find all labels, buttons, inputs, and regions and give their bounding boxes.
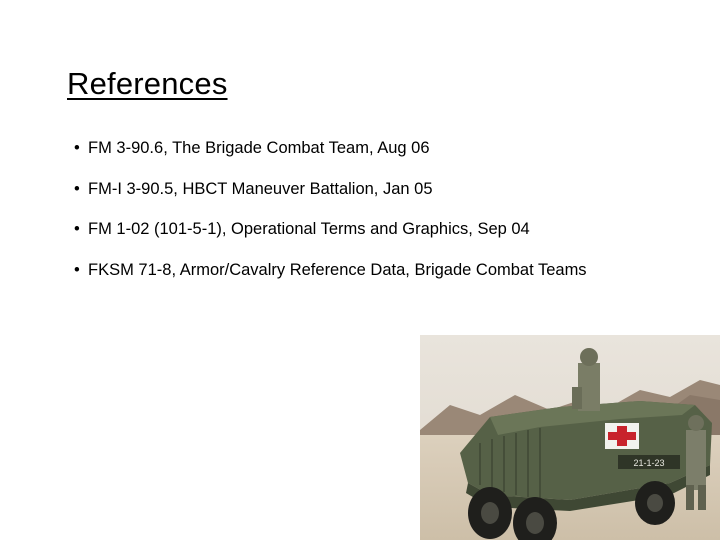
reference-item <box>74 179 587 199</box>
vehicle-marking: 21-1-23 <box>633 458 665 468</box>
stryker-vehicle-photo <box>420 335 720 540</box>
bullet: • <box>74 220 80 238</box>
reference-item <box>74 219 587 239</box>
reference-item <box>74 260 587 280</box>
bullet: • <box>74 139 80 157</box>
reference-item <box>74 138 587 158</box>
references-list <box>74 138 587 300</box>
bullet: • <box>74 260 80 279</box>
reference-text: FKSM 71-8, Armor/Cavalry Reference Data, Brigade Combat Teams <box>88 260 587 279</box>
reference-text: FM-I 3-90.5, HBCT Maneuver Battalion, Jan 05 <box>88 179 433 198</box>
reference-text: FM 1-02 (101-5-1), Operational Terms and Graphics, Sep 04 <box>88 220 530 238</box>
reference-text: FM 3-90.6, The Brigade Combat Team, Aug 06 <box>88 139 430 157</box>
slide-title: References <box>67 66 228 101</box>
vehicle-photo-illustration <box>420 335 720 540</box>
bullet: • <box>74 179 80 198</box>
